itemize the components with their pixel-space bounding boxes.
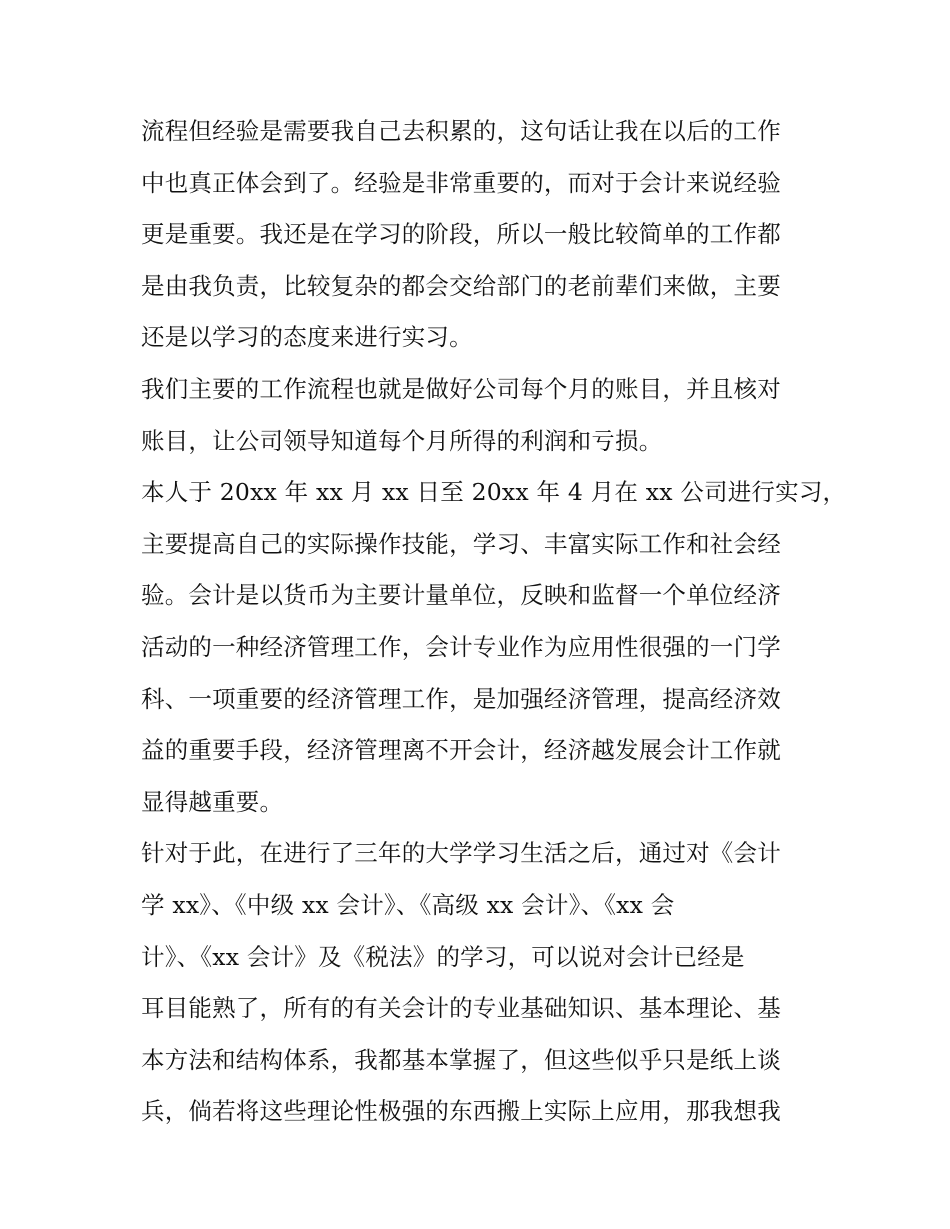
text-line: 验。会计是以货币为主要计量单位，反映和监督一个单位经济 xyxy=(141,581,781,610)
text-line: 科、一项重要的经济管理工作，是加强经济管理，提高经济效 xyxy=(141,684,781,713)
text-line: 计》、《xx 会计》及《税法》的学习，可以说对会计已经是 xyxy=(141,942,745,971)
text-line: 学 xx》、《中级 xx 会计》、《高级 xx 会计》、《xx 会 xyxy=(141,890,675,919)
text-line: 针对于此，在进行了三年的大学学习生活之后，通过对《会计 xyxy=(141,839,781,868)
text-line: 兵，倘若将这些理论性极强的东西搬上实际上应用，那我想我 xyxy=(141,1097,781,1126)
text-line: 耳目能熟了，所有的有关会计的专业基础知识、基本理论、基 xyxy=(141,994,781,1023)
text-line: 我们主要的工作流程也就是做好公司每个月的账目，并且核对 xyxy=(141,374,781,403)
text-line: 本人于 20xx 年 xx 月 xx 日至 20xx 年 4 月在 xx 公司进行实习， xyxy=(141,478,847,507)
document-body xyxy=(141,106,847,1138)
text-line: 账目，让公司领导知道每个月所得的利润和亏损。 xyxy=(141,426,663,455)
text-line: 是由我负责，比较复杂的都会交给部门的老前辈们来做，主要 xyxy=(141,271,781,300)
text-line: 中也真正体会到了。经验是非常重要的，而对于会计来说经验 xyxy=(141,168,781,197)
text-line: 主要提高自己的实际操作技能，学习、丰富实际工作和社会经 xyxy=(141,529,781,558)
text-line: 还是以学习的态度来进行实习。 xyxy=(141,323,473,352)
text-line: 显得越重要。 xyxy=(141,787,284,816)
text-line: 本方法和结构体系，我都基本掌握了，但这些似乎只是纸上谈 xyxy=(141,1045,781,1074)
text-line: 流程但经验是需要我自己去积累的，这句话让我在以后的工作 xyxy=(141,117,781,145)
text-line: 益的重要手段，经济管理离不开会计，经济越发展会计工作就 xyxy=(141,736,781,765)
text-line: 活动的一种经济管理工作，会计专业作为应用性很强的一门学 xyxy=(141,632,781,661)
text-line: 更是重要。我还是在学习的阶段，所以一般比较简单的工作都 xyxy=(141,220,781,249)
